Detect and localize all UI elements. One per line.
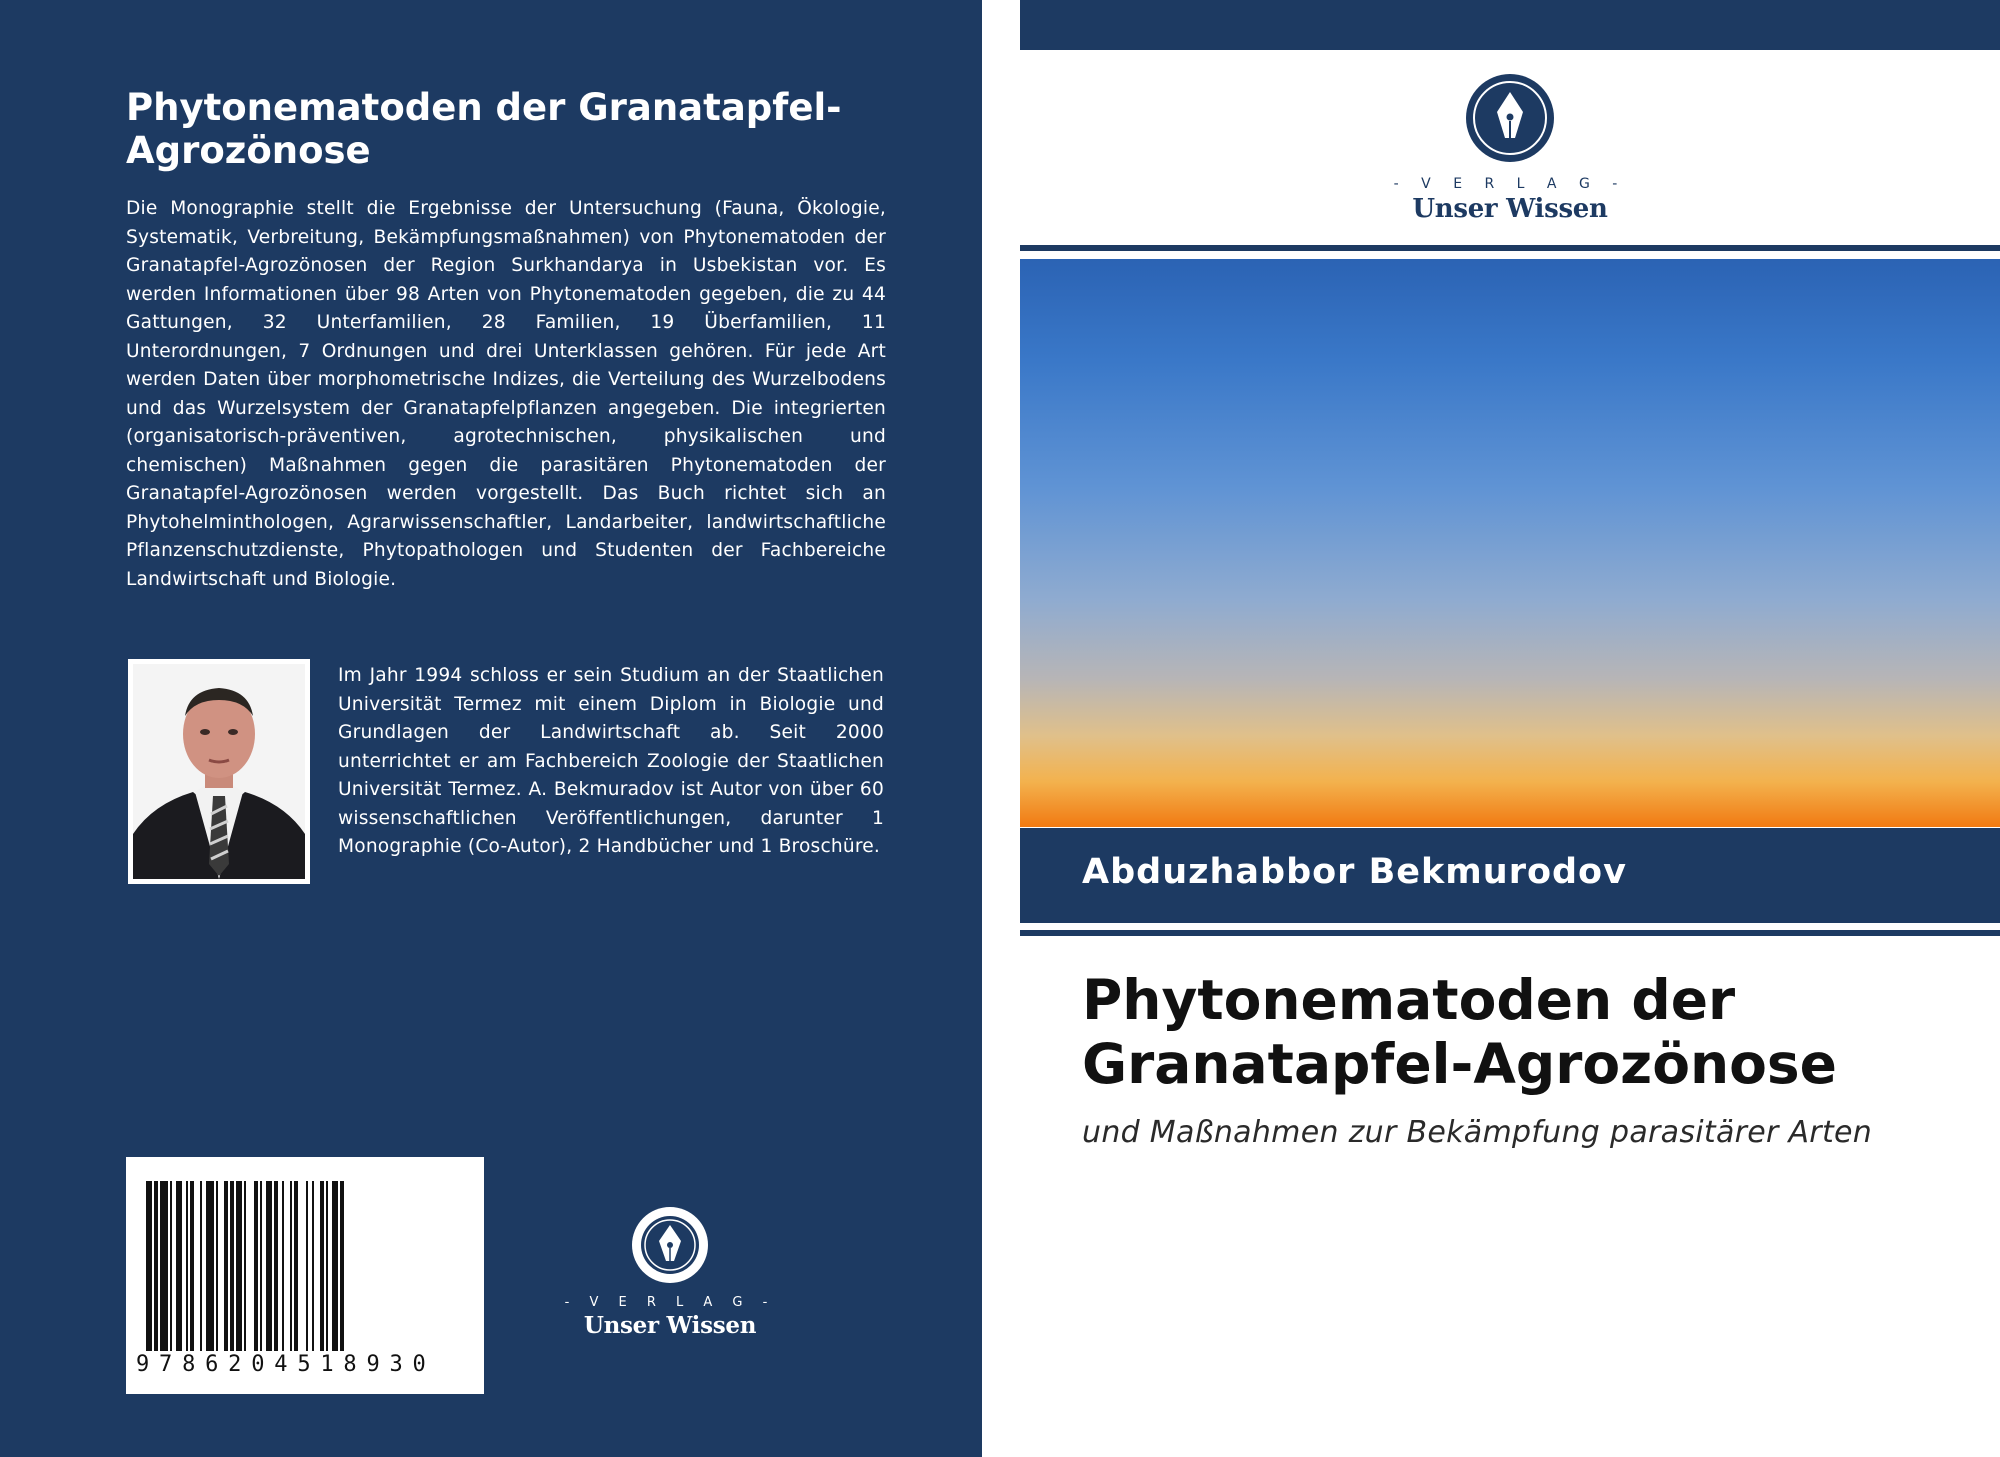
barcode-bar: [216, 1181, 218, 1351]
barcode-bar: [146, 1181, 152, 1351]
author-band: [1020, 828, 2000, 923]
barcode-bar: [224, 1181, 228, 1351]
publisher-verlag-label: - V E R L A G -: [1393, 176, 1627, 192]
back-publisher-logo: [560, 1205, 780, 1339]
publisher-name: Unser Wissen: [1412, 194, 1608, 224]
back-cover: [0, 0, 982, 1457]
front-cover-subtitle: und Maßnahmen zur Bekämpfung parasitärer Arten: [1082, 1115, 1873, 1150]
fountain-pen-nib-icon: [1464, 72, 1556, 164]
isbn-barcode: [126, 1157, 484, 1394]
publisher-seal-icon: [630, 1205, 710, 1285]
barcode-bar: [190, 1181, 194, 1351]
barcode-bar: [170, 1181, 172, 1351]
barcode-bar: [260, 1181, 262, 1351]
barcode-bar: [200, 1181, 202, 1351]
barcode-bar: [340, 1181, 344, 1351]
author-photo: [128, 659, 310, 884]
sunset-sky-image: [1020, 259, 2000, 827]
barcode-bar: [332, 1181, 338, 1351]
front-author-name: Abduzhabbor Bekmurodov: [1082, 852, 1627, 892]
barcode-bar: [154, 1181, 158, 1351]
barcode-bar: [290, 1181, 292, 1351]
barcode-bar: [236, 1181, 242, 1351]
barcode-bar: [306, 1181, 308, 1351]
author-portrait-image: [133, 664, 305, 879]
publisher-name: Unser Wissen: [583, 1312, 757, 1339]
back-cover-blurb: Die Monographie stellt die Ergebnisse der Untersuchung (Fauna, Ökologie, Systematik, Verbreitung, Bekämpfungsmaßnahmen) von Phytonematoden der Granatapfel-Agrozönosen der Region Surkhandarya in Usbekistan vor. Es werden Informationen über 98 Arten von Phytonematoden gegeben, die zu 44 Gattungen, 32 Unterfamilien, 28 Familien, 19 Überfamilien, 11 Unterordnungen, 7 Ordnungen und drei Unterklassen gehören. Für jede Art werden Daten über morphometrische Indizes, die Verteilung des Wurzelbodens und das Wurzelsystem der Granatapfelpflanzen angegeben. Die integrierten (organisatorisch-präventiven, agrotechnischen, physikalischen und chemischen) Maßnahmen gegen die parasitären Phytonematoden der Granatapfel-Agrozönosen werden vorgestellt. Das Buch richtet sich an Phytohelminthologen, Agrarwissenschaftler, Landarbeiter, landwirtschaftliche Pflanzenschutzdienste, Phytopathologen und Studenten der Fachbereiche Landwirtschaft und Biologie.: [126, 198, 886, 590]
back-cover-title: Phytonematoden der Granatapfel-Agrozönose: [126, 86, 842, 172]
author-bio: Im Jahr 1994 schloss er sein Studium an der Staatlichen Universität Termez mit einem Diplom in Biologie und Grundlagen der Landwirtschaft ab. Seit 2000 unterrichtet er am Fachbereich Zoologie der Staatlichen Universität Termez. A. Bekmuradov ist Autor von über 60 wissenschaftlichen Veröffentlichungen, darunter 1 Monographie (Co-Autor), 2 Handbücher und 1 Broschüre.: [338, 665, 884, 857]
front-top-bar: [1020, 0, 2000, 50]
front-cover: [1020, 0, 2000, 1457]
barcode-bar: [320, 1181, 324, 1351]
barcode-bar: [254, 1181, 258, 1351]
barcode-bar: [274, 1181, 278, 1351]
barcode-bar: [266, 1181, 272, 1351]
divider-rule: [1020, 930, 2000, 936]
barcode-bar: [186, 1181, 188, 1351]
front-cover-title: Phytonematoden der Granatapfel-Agrozönose: [1082, 968, 1837, 1096]
barcode-bar: [294, 1181, 298, 1351]
barcode-bar: [326, 1181, 328, 1351]
barcode-bar: [282, 1181, 284, 1351]
barcode-bar: [206, 1181, 214, 1351]
publisher-verlag-label: - V E R L A G -: [564, 1295, 776, 1310]
barcode-bar: [312, 1181, 314, 1351]
isbn-digits: 9786204518930: [136, 1352, 436, 1377]
barcode-bar: [160, 1181, 168, 1351]
barcode-bar: [230, 1181, 234, 1351]
barcode-bars: [146, 1181, 464, 1351]
barcode-bar: [176, 1181, 182, 1351]
divider-rule: [1020, 245, 2000, 251]
front-publisher-logo: [1390, 72, 1630, 224]
barcode-bar: [244, 1181, 246, 1351]
